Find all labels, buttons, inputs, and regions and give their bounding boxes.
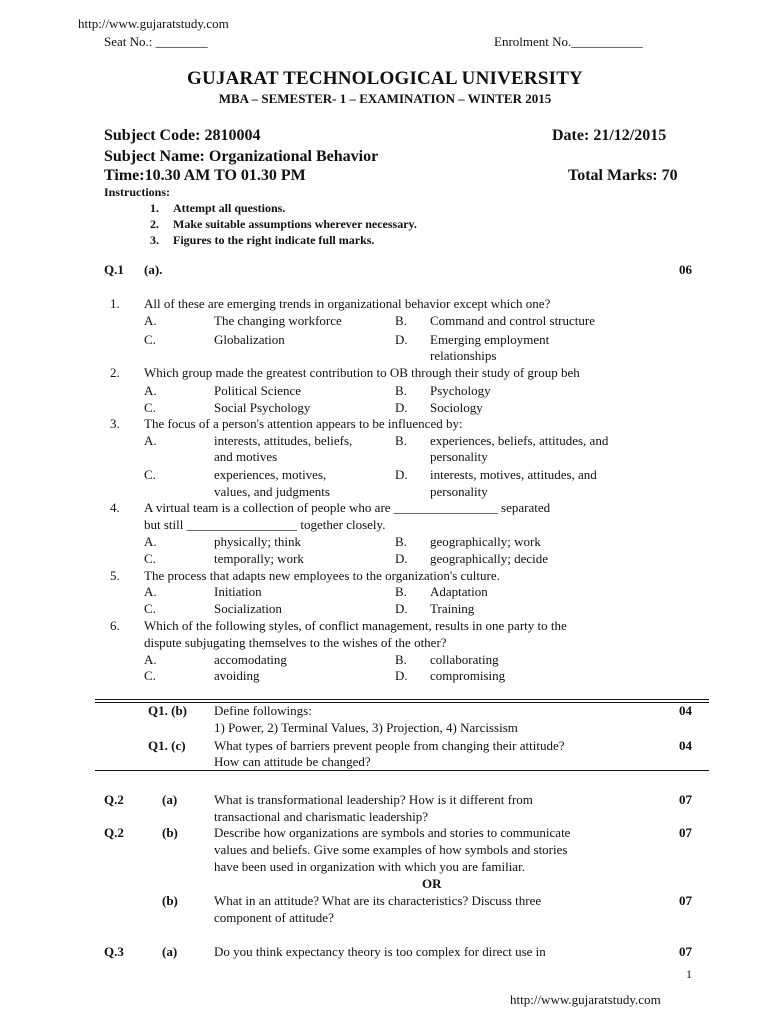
divider [95, 770, 709, 771]
q2b-alt-marks: 07 [679, 893, 692, 908]
q3a-label: Q.3 [104, 944, 124, 959]
mcq-question: A virtual team is a collection of people who are ________________ separated [144, 500, 551, 515]
q2b-part: (b) [162, 825, 178, 840]
option-label: A. [144, 383, 157, 398]
or-separator: OR [422, 876, 442, 891]
option-text: Adaptation [430, 584, 488, 599]
mcq-question: but still _________________ together closely. [144, 517, 386, 532]
q2a-text: transactional and charismatic leadership? [214, 809, 429, 824]
exam-time: Time:10.30 AM TO 01.30 PM [104, 167, 306, 184]
subject-name: Subject Name: Organizational Behavior [104, 148, 379, 165]
option-label: A. [144, 433, 157, 448]
mcq-question: The focus of a person's attention appears to be influenced by: [144, 416, 463, 431]
instruction-text: Make suitable assumptions wherever necessary. [173, 217, 417, 231]
option-text: experiences, beliefs, attitudes, and [430, 433, 609, 448]
option-label: A. [144, 652, 157, 667]
q1b-label: Q1. (b) [148, 703, 187, 718]
footer-url: http://www.gujaratstudy.com [510, 992, 661, 1007]
option-text: relationships [430, 348, 497, 363]
option-label: C. [144, 332, 156, 347]
q1a-marks: 06 [679, 262, 692, 277]
divider [95, 699, 709, 700]
option-text: The changing workforce [214, 313, 342, 328]
option-label: C. [144, 467, 156, 482]
q1c-marks: 04 [679, 738, 692, 753]
option-label: B. [395, 313, 407, 328]
enrolment-number: Enrolment No.___________ [494, 34, 643, 49]
option-text: collaborating [430, 652, 499, 667]
option-label: D. [395, 400, 408, 415]
mcq-question: All of these are emerging trends in organizational behavior except which one? [144, 296, 551, 311]
option-label: A. [144, 534, 157, 549]
q2a-marks: 07 [679, 792, 692, 807]
option-label: B. [395, 383, 407, 398]
option-text: Social Psychology [214, 400, 311, 415]
option-text: geographically; work [430, 534, 541, 549]
q2a-part: (a) [162, 792, 178, 807]
option-label: D. [395, 551, 408, 566]
option-text: compromising [430, 668, 506, 683]
option-text: geographically; decide [430, 551, 549, 566]
q2a-label: Q.2 [104, 792, 124, 807]
q1b-marks: 04 [679, 703, 692, 718]
mcq-number: 6. [110, 618, 120, 633]
q2b-alt-text: What in an attitude? What are its characteristics? Discuss three [214, 893, 542, 908]
q2b-text: Describe how organizations are symbols and stories to communicate [214, 825, 571, 840]
mcq-number: 2. [110, 365, 120, 380]
university-title: GUJARAT TECHNOLOGICAL UNIVERSITY [187, 68, 583, 89]
option-label: B. [395, 534, 407, 549]
option-label: A. [144, 584, 157, 599]
instruction-text: Attempt all questions. [173, 201, 286, 215]
mcq-question: dispute subjugating themselves to the wishes of the other? [144, 635, 447, 650]
exam-line: MBA – SEMESTER- 1 – EXAMINATION – WINTER 2015 [218, 91, 552, 106]
option-text: avoiding [214, 668, 260, 683]
q2b-alt-text: component of attitude? [214, 910, 334, 925]
option-label: B. [395, 584, 407, 599]
option-label: C. [144, 551, 156, 566]
instruction-num: 3. [150, 233, 159, 247]
option-label: D. [395, 467, 408, 482]
option-text: Command and control structure [430, 313, 595, 328]
mcq-question: Which group made the greatest contribution to OB through their study of group beh [144, 365, 580, 380]
option-label: B. [395, 433, 407, 448]
instruction-text: Figures to the right indicate full marks. [173, 233, 375, 247]
option-label: D. [395, 668, 408, 683]
q1c-text: How can attitude be changed? [214, 754, 371, 769]
mcq-number: 3. [110, 416, 120, 431]
option-text: interests, motives, attitudes, and [430, 467, 597, 482]
option-text: values, and judgments [214, 484, 330, 499]
mcq-number: 5. [110, 568, 120, 583]
option-text: Socialization [214, 601, 282, 616]
option-text: Globalization [214, 332, 285, 347]
seat-number: Seat No.: ________ [104, 34, 208, 49]
option-text: Psychology [430, 383, 491, 398]
option-text: Initiation [214, 584, 262, 599]
option-label: C. [144, 601, 156, 616]
q1c-text: What types of barriers prevent people from changing their attitude? [214, 738, 565, 753]
mcq-question: Which of the following styles, of conflict management, results in one party to the [144, 618, 567, 633]
option-text: personality [430, 449, 488, 464]
instruction-num: 2. [150, 217, 159, 231]
q1c-label: Q1. (c) [148, 738, 186, 753]
option-text: temporally; work [214, 551, 304, 566]
q1-part: (a). [144, 262, 163, 277]
q2b-text: values and beliefs. Give some examples of how symbols and stories [214, 842, 568, 857]
option-label: B. [395, 652, 407, 667]
exam-date: Date: 21/12/2015 [552, 127, 667, 144]
q2b-text: have been used in organization with which you are familiar. [214, 859, 525, 874]
instructions-title: Instructions: [104, 185, 171, 199]
option-label: A. [144, 313, 157, 328]
option-text: interests, attitudes, beliefs, [214, 433, 353, 448]
option-text: and motives [214, 449, 278, 464]
q3a-marks: 07 [679, 944, 692, 959]
option-text: physically; think [214, 534, 302, 549]
option-text: personality [430, 484, 488, 499]
q2b-marks: 07 [679, 825, 692, 840]
option-label: D. [395, 601, 408, 616]
q1b-text: 1) Power, 2) Terminal Values, 3) Projection, 4) Narcissism [214, 720, 518, 735]
option-label: C. [144, 400, 156, 415]
page-number: 1 [686, 967, 692, 981]
option-text: Training [430, 601, 475, 616]
mcq-number: 4. [110, 500, 120, 515]
q1b-text: Define followings: [214, 703, 312, 718]
option-text: Political Science [214, 383, 302, 398]
q2b-label: Q.2 [104, 825, 124, 840]
option-text: accomodating [214, 652, 287, 667]
q2b-alt-part: (b) [162, 893, 178, 908]
q3a-text: Do you think expectancy theory is too complex for direct use in [214, 944, 546, 959]
q2a-text: What is transformational leadership? How is it different from [214, 792, 533, 807]
header-url: http://www.gujaratstudy.com [78, 16, 229, 31]
q1-label: Q.1 [104, 262, 124, 277]
option-label: D. [395, 332, 408, 347]
option-label: C. [144, 668, 156, 683]
q3a-part: (a) [162, 944, 178, 959]
instruction-num: 1. [150, 201, 159, 215]
option-text: Emerging employment [430, 332, 550, 347]
mcq-question: The process that adapts new employees to the organization's culture. [144, 568, 500, 583]
option-text: Sociology [430, 400, 483, 415]
total-marks: Total Marks: 70 [568, 167, 678, 184]
option-text: experiences, motives, [214, 467, 327, 482]
mcq-number: 1. [110, 296, 120, 311]
subject-code: Subject Code: 2810004 [104, 127, 261, 144]
divider [95, 702, 709, 703]
